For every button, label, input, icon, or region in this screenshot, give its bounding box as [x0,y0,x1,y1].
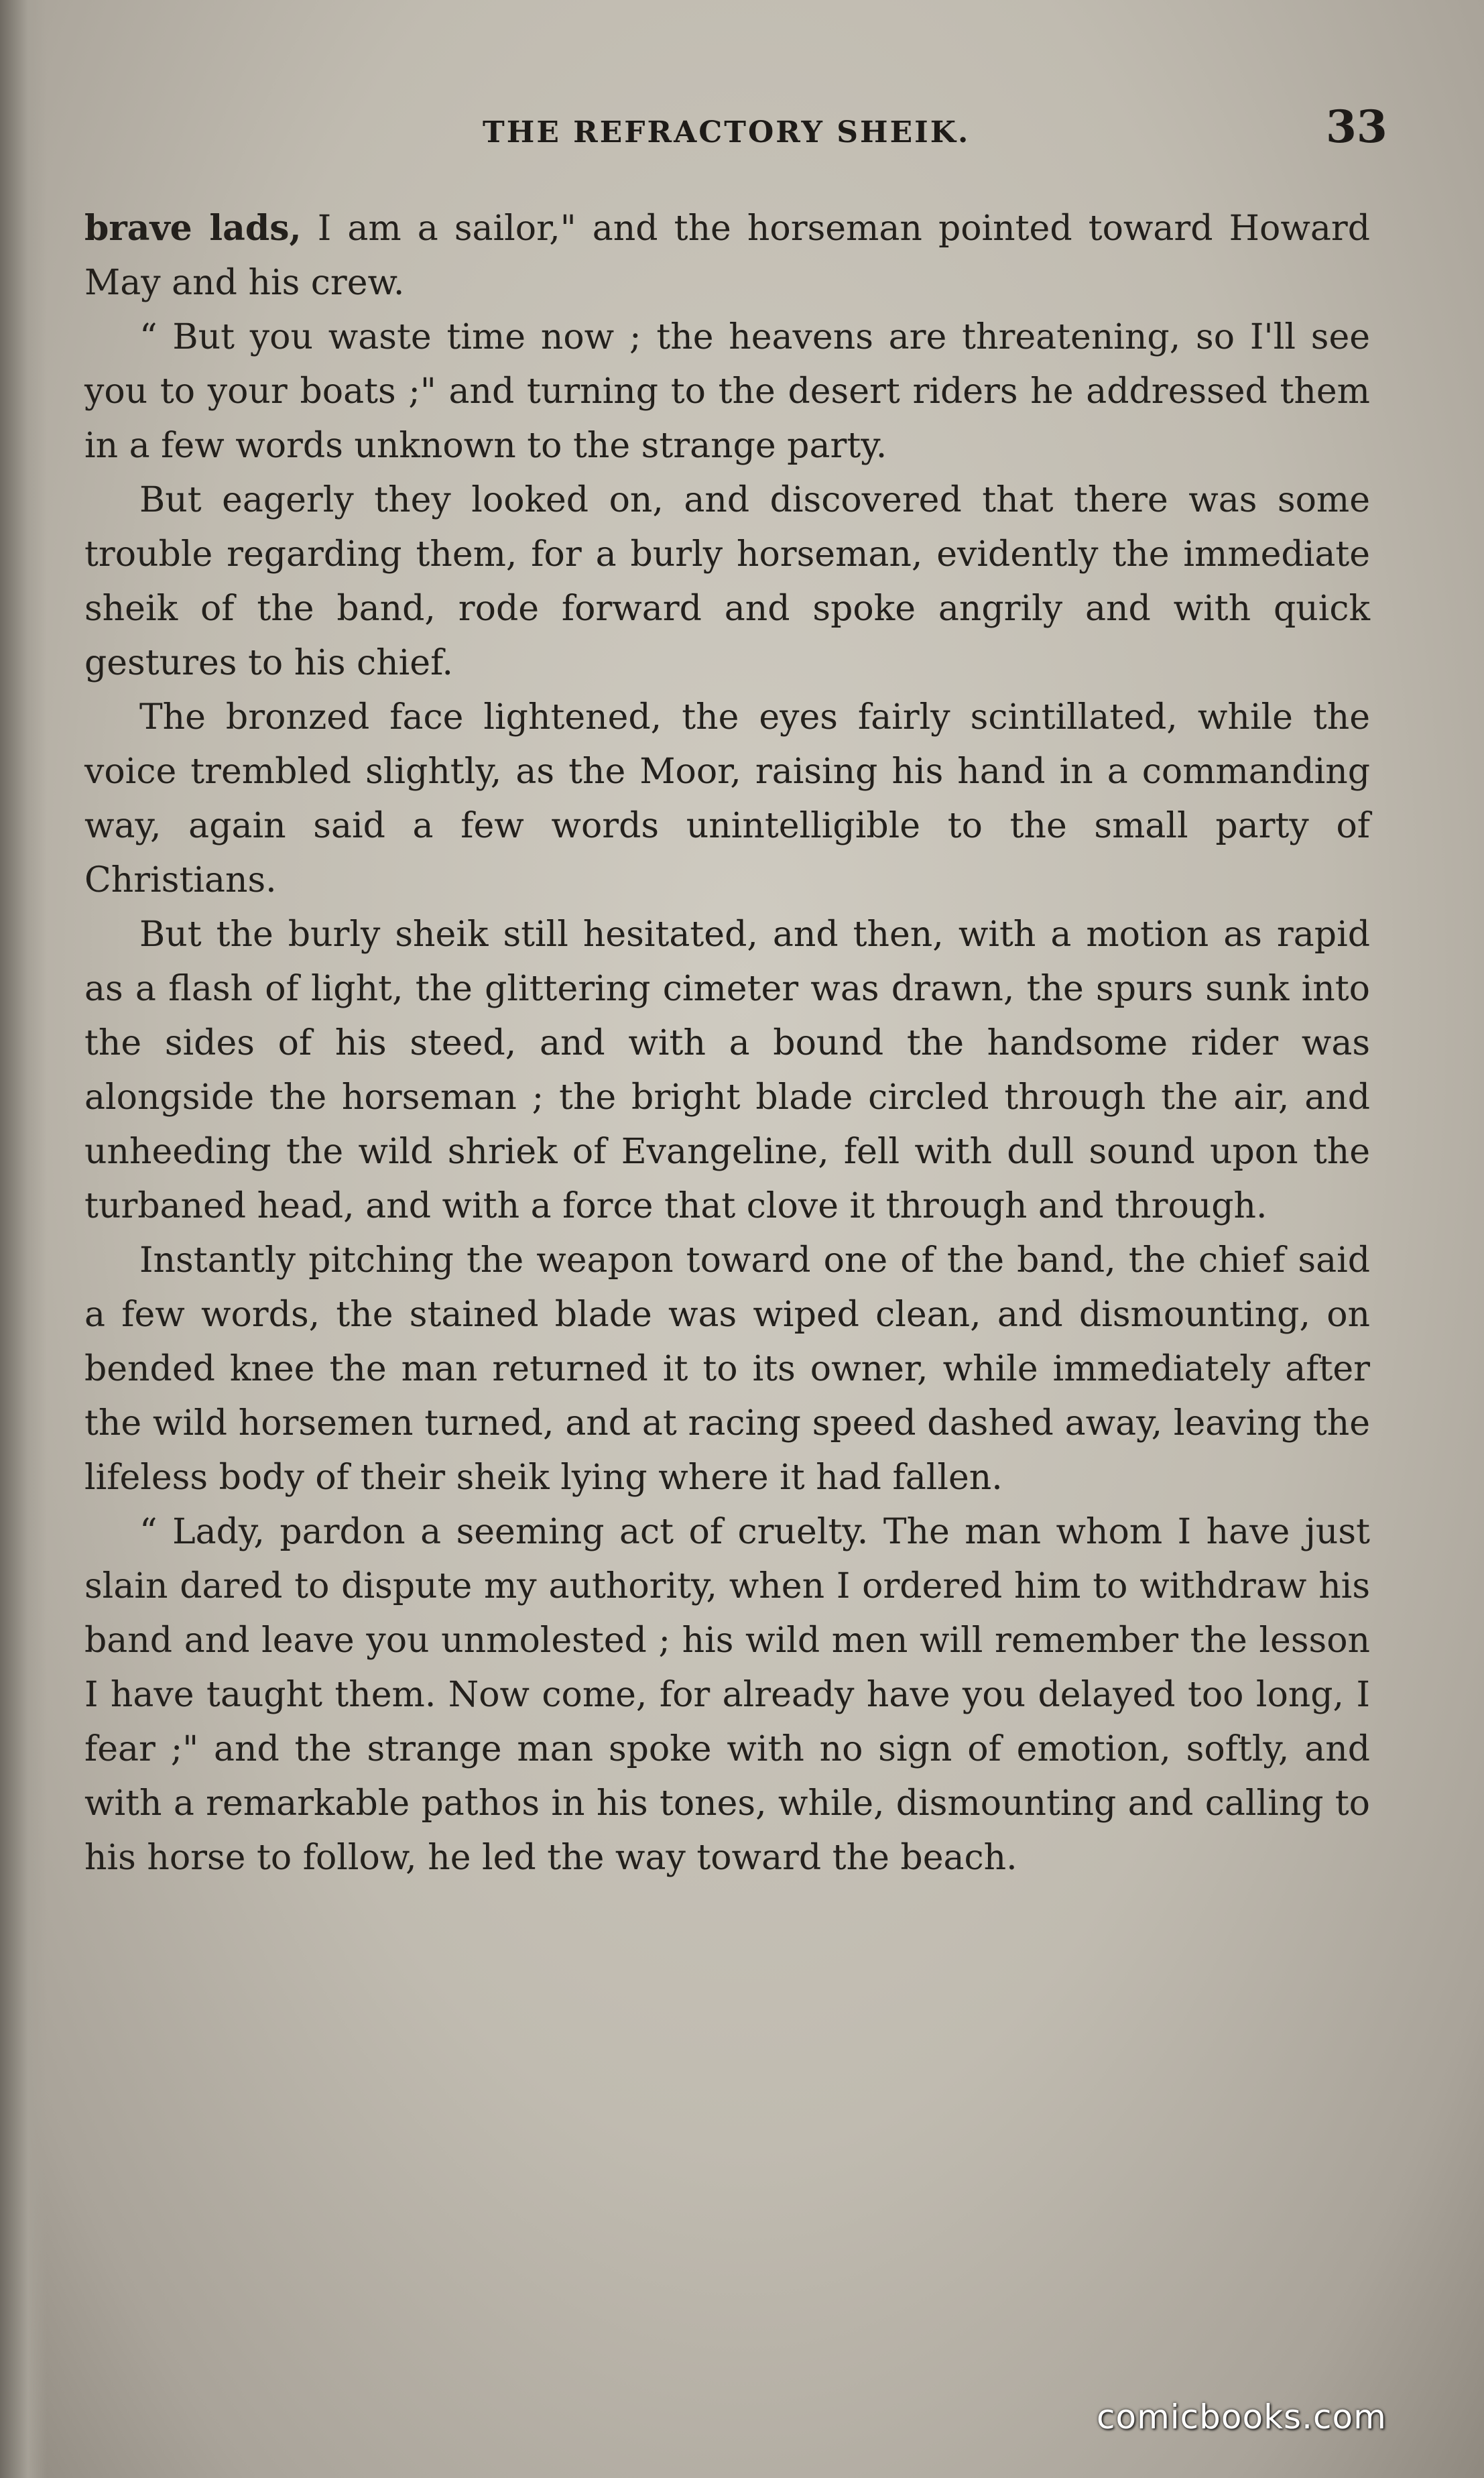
paragraph-lead: brave lads, [84,208,302,249]
page-header [0,101,1484,161]
paragraph: Instantly pitching the weapon toward one of the band, the chief said a few words, the stained blade was wiped clean, and dismounting, on bended knee the man returned it to its owner, while immediately after the wild horsemen turned, and at racing speed dashed away, leaving the lifeless body of their sheik lying where it had fallen. [84,1240,1370,1498]
paragraph: “ But you waste time now ; the heavens are threatening, so I'll see you to your boats ;" and turning to the desert riders he addressed them in a few words unknown to the strange party. [84,317,1370,466]
page-number: 33 [1326,101,1387,153]
watermark: comicbooks.com [1097,2398,1387,2436]
running-head: THE REFRACTORY SHEIK. [483,115,971,150]
paragraph-text: I am a sailor," and the horseman pointed toward Howard May and his crew. [84,209,1370,303]
paragraph: The bronzed face lightened, the eyes fairly scintillated, while the voice trembled slightly, as the Moor, raising his hand in a commanding way, again said a few words unintelligible to the small party of Christians. [84,697,1370,900]
paragraph: “ Lady, pardon a seeming act of cruelty. The man whom I have just slain dared to dispute my authority, when I ordered him to withdraw his band and leave you unmolested ; his wild men will remember the lesson I have taught them. Now come, for already have you delayed too long, I fear ;" and the strange man spoke with no sign of emotion, softly, and with a remarkable pathos in his tones, while, dismounting and calling to his horse to follow, he led the way toward the beach. [84,1512,1370,1878]
body-text [84,201,1370,1885]
paragraph: But the burly sheik still hesitated, and then, with a motion as rapid as a flash of light, the glittering cimeter was drawn, the spurs sunk into the sides of his steed, and with a bound the handsome rider was alongside the horseman ; the bright blade circled through the air, and unheeding the wild shriek of Evangeline, fell with dull sound upon the turbaned head, and with a force that clove it through and through. [84,914,1370,1226]
paragraph: But eagerly they looked on, and discovered that there was some trouble regarding them, for a burly horseman, evidently the immediate sheik of the band, rode forward and spoke angrily and with quick gestures to his chief. [84,480,1370,683]
paragraph [84,201,1370,310]
page-gutter-shadow [0,0,47,2478]
